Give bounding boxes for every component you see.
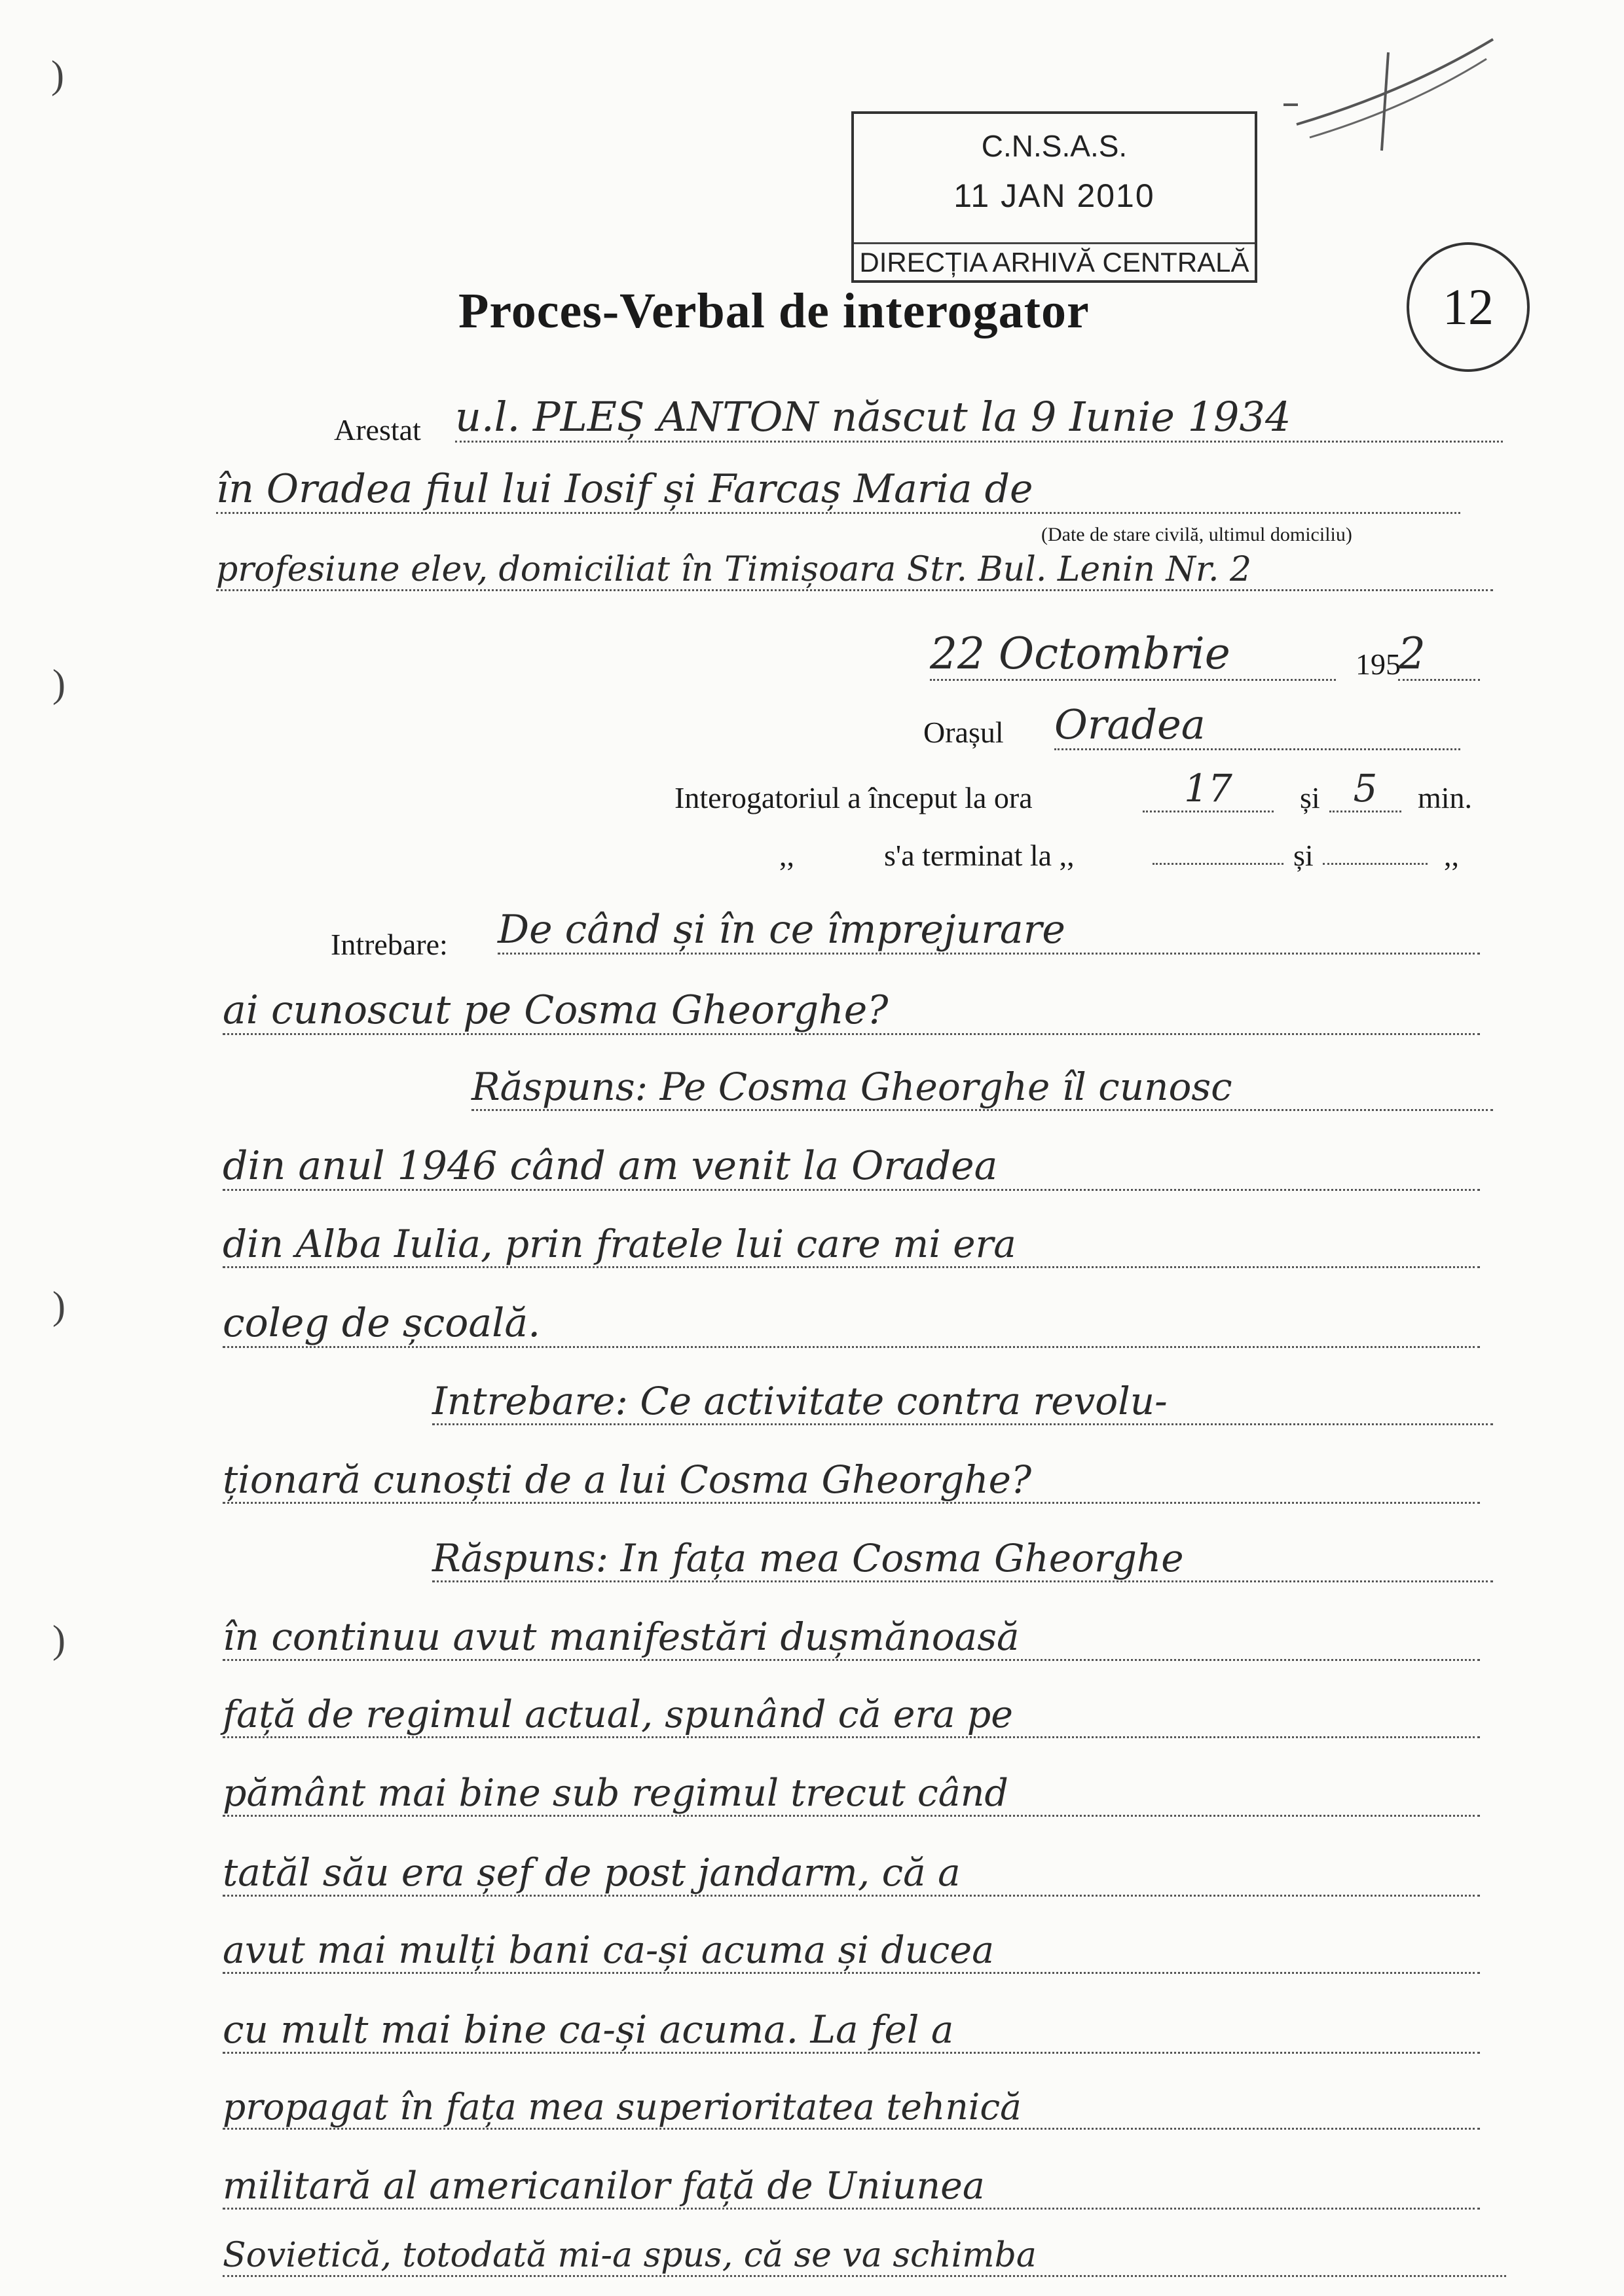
corner-scribble (1283, 26, 1506, 164)
start-minutes: 5 (1329, 766, 1401, 812)
stamp-date: 11 JAN 2010 (953, 177, 1155, 214)
margin-mark: ) (52, 662, 65, 705)
archive-stamp (851, 111, 1257, 283)
end-quote-open: ,, (779, 839, 794, 872)
body-line: Sovietică, totodată mi-a spus, că se va schimba (223, 2236, 1506, 2277)
question-label: Intrebare: (331, 928, 448, 961)
end-minutes-blank (1323, 863, 1428, 865)
city-label: Orașul (923, 716, 1004, 749)
arrest-line-2: în Oradea fiul lui Iosif și Farcaș Maria de (216, 466, 1460, 514)
body-line: Răspuns: Pe Cosma Gheorghe îl cunosc (471, 1065, 1493, 1111)
page-number: 12 (1407, 242, 1530, 372)
end-label: s'a terminat la ,, (884, 839, 1075, 872)
body-line: De când și în ce împrejurare (498, 907, 1480, 955)
body-line: Răspuns: In fața mea Cosma Gheorghe (432, 1536, 1493, 1582)
body-line: din Alba Iulia, prin fratele lui care mi era (223, 1222, 1480, 1268)
end-hour-blank (1153, 863, 1283, 865)
margin-mark: ) (52, 1618, 65, 1661)
year-printed: 195 (1356, 647, 1401, 681)
body-line: avut mai mulți bani ca-și acuma și ducea (223, 1929, 1480, 1974)
start-min-label: min. (1418, 781, 1473, 814)
body-line: față de regimul actual, spunând că era pe (223, 1693, 1480, 1738)
stamp-org: C.N.S.A.S. (981, 129, 1128, 163)
body-line: Intrebare: Ce activitate contra revolu- (432, 1379, 1493, 1425)
end-and-label: și (1293, 839, 1314, 872)
document-title: Proces-Verbal de interogator (458, 283, 1090, 338)
arrest-line-1: u.l. PLEȘ ANTON născut la 9 Iunie 1934 (455, 393, 1503, 443)
margin-mark: ) (52, 1284, 65, 1327)
start-and-label: și (1300, 781, 1320, 814)
interrogation-day-month: 22 Octombrie (930, 629, 1336, 681)
body-line: ai cunoscut pe Cosma Gheorghe? (223, 987, 1480, 1035)
body-line: militară al americanilor față de Uniunea (223, 2164, 1480, 2210)
body-line: coleg de școală. (223, 1300, 1480, 1348)
civil-status-note: (Date de stare civilă, ultimul domiciliu) (1041, 524, 1352, 545)
arrest-label: Arestat (334, 413, 421, 446)
start-hour: 17 (1143, 766, 1274, 812)
body-line: pământ mai bine sub regimul trecut când (223, 1772, 1480, 1817)
city-value: Oradea (1054, 701, 1460, 750)
year-handwritten: 2 (1398, 629, 1480, 681)
body-line: din anul 1946 când am venit la Oradea (223, 1143, 1480, 1191)
body-line: în continuu avut manifestări dușmănoasă (223, 1614, 1480, 1661)
body-line: cu mult mai bine ca-și acuma. La fel a (223, 2007, 1480, 2054)
end-quote-close: ,, (1444, 839, 1459, 872)
arrest-line-3: profesiune elev, domiciliat în Timișoara Str. Bul. Lenin Nr. 2 (216, 550, 1493, 591)
start-label: Interogatoriul a început la ora (674, 781, 1033, 814)
body-line: propagat în fața mea superioritatea tehnică (223, 2086, 1480, 2130)
corner-mark: ) (51, 53, 64, 96)
body-line: tatăl său era șef de post jandarm, că a (223, 1850, 1480, 1897)
body-line: ționară cunoști de a lui Cosma Gheorghe? (223, 1457, 1480, 1504)
stamp-department: DIRECȚIA ARHIVĂ CENTRALĂ (854, 242, 1255, 278)
